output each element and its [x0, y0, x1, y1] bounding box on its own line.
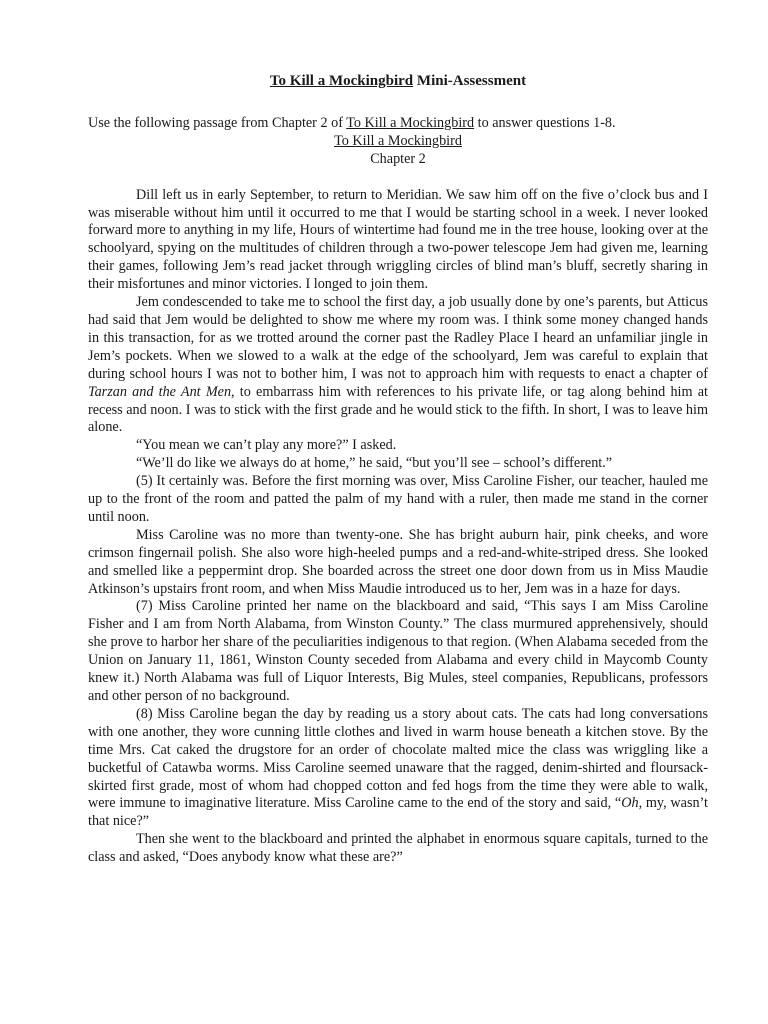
paragraph-3: “You mean we can’t play any more?” I asked. — [136, 437, 397, 454]
paragraph-7: (7) Miss Caroline printed her name on the blackboard and said, “This says I am Miss Caroline Fisher and I am from North Alabama, from Winston County.” The class murmured apprehensively, should she prove to harbor her share of the peculiarities indigenous to that region. (When Alabama seceded from the Union on January 11, 1861, Winston County seceded from Alabama and every child in Maycomb County knew it.) North Alabama was full of Liquor Interests, Big Mules, steel companies, Republicans, professors and other person of no background. — [88, 598, 708, 704]
paragraph-2-after: , to embarrass him with references to his private life, or tag along behind him at recess and noon. I was to stick with the first grade and he would stick to the fifth. In short, I was to leave him alone. — [88, 383, 708, 436]
paragraph-5: (5) It certainly was. Before the first morning was over, Miss Caroline Fisher, our teacher, hauled me up to the front of the room and patted the palm of my hand with a ruler, then made me stand in the corner until noon. — [88, 473, 708, 525]
paragraph-8-italic: Oh — [621, 795, 639, 812]
instructions-book-name: To Kill a Mockingbird — [346, 114, 475, 131]
instructions-before: Use the following passage from Chapter 2 of — [88, 114, 347, 131]
paragraph-1: Dill left us in early September, to return to Meridian. We saw him off on the five o’clock bus and I was miserable without him until it occurred to me that I would be starting school in a week. I never looked forward more to anything in my life, Hours of wintertime had found me in the tree house, looking over at the schoolyard, spying on the multitudes of children through a two-power telescope Jem had given me, learning their games, following Jem’s read jacket through wriggling circles of blind man’s bluff, secretly sharing in their misfortunes and minor victories. I longed to join them. — [88, 186, 708, 293]
instructions — [88, 115, 708, 133]
paragraph-2 — [88, 294, 708, 437]
paragraph-8 — [88, 706, 708, 831]
title-book-name: To Kill a Mockingbird — [269, 73, 414, 89]
paragraph-2-italic: Tarzan and the Ant Men — [88, 383, 232, 400]
paragraph-8-before: (8) Miss Caroline began the day by reading us a story about cats. The cats had long conversations with one another, they wore cunning little clothes and lived in warm house beneath a kitchen stove. By the time Mrs. Cat caked the drugstore for an order of chocolate malted mice the class was wriggling like a bucketful of Catawba worms. Miss Caroline seemed unaware that the ragged, denim-shirted and floursack-skirted first grade, most of whom had chopped cotton and fed hogs from the time they were able to walk, were immune to imaginative literature. Miss Caroline came to the end of the story and said, “ — [88, 705, 708, 812]
paragraph-9: Then she went to the blackboard and printed the alphabet in enormous square capitals, turned to the class and asked, “Does anybody know what these are?” — [88, 831, 708, 866]
document-title — [88, 73, 708, 91]
paragraph-2-before: Jem condescended to take me to school the first day, a job usually done by one’s parents, but Atticus had said that Jem would be delighted to show me where my room was. I think some money changed hands in this transaction, for as we trotted around the corner past the Radley Place I heard an unfamiliar jingle in Jem’s pockets. When we slowed to a walk at the edge of the schoolyard, Jem was careful to explain that during school hours I was not to bother him, I was not to approach him with requests to enact a chapter of — [88, 294, 708, 382]
chapter-label: Chapter 2 — [370, 150, 426, 167]
paragraph-8-after: , my, wasn’t that nice?” — [88, 795, 708, 830]
title-suffix: Mini-Assessment — [413, 73, 527, 89]
passage-title-text: To Kill a Mockingbird — [334, 132, 462, 149]
paragraph-6: Miss Caroline was no more than twenty-one. She has bright auburn hair, pink cheeks, and wore crimson fingernail polish. She also wore high-heeled pumps and a red-and-white-striped dress. She looked and smelled like a peppermint drop. She boarded across the street one door down from us in Miss Maudie Atkinson’s upstairs front room, and when Miss Maudie introduced us to her, Jem was in a haze for days. — [88, 526, 708, 597]
paragraph-4: “We’ll do like we always do at home,” he said, “but you’ll see – school’s different.” — [136, 455, 613, 472]
passage-title — [88, 133, 708, 151]
spacer — [88, 169, 708, 187]
instructions-after: to answer questions 1-8. — [474, 114, 616, 131]
